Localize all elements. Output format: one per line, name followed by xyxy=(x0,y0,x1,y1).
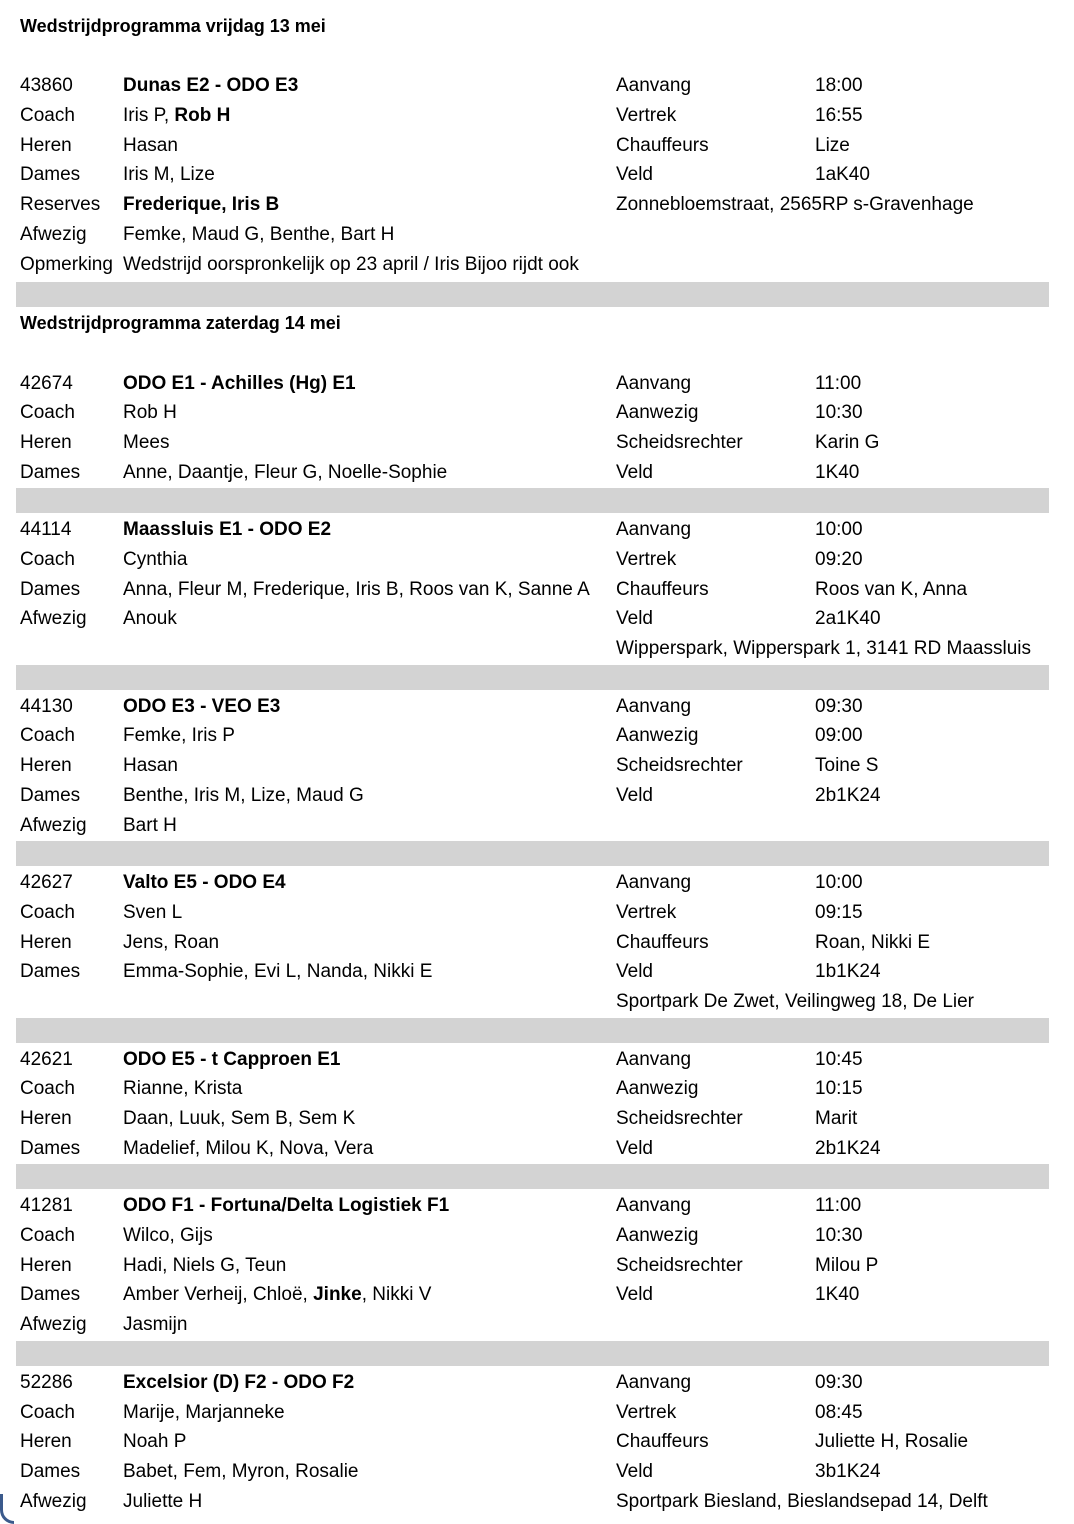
info-value: 16:55 xyxy=(815,105,863,127)
match-row xyxy=(16,1368,1049,1398)
highlighted-name: Frederique, Iris B xyxy=(123,194,280,216)
info-label: Veld xyxy=(616,1284,653,1306)
match-row xyxy=(16,1045,1049,1075)
field-value xyxy=(119,131,612,161)
info-value: 10:45 xyxy=(815,1048,863,1070)
field-label: Afwezig xyxy=(20,223,87,245)
field-label: Afwezig xyxy=(20,814,87,836)
name-text: Anna, Fleur M, Frederique, Iris B, Roos van K, Sanne A xyxy=(123,578,590,600)
spacer xyxy=(16,339,1049,369)
name-text: Babet, Fem, Myron, Rosalie xyxy=(123,1460,359,1482)
match-title: ODO E3 - VEO E3 xyxy=(123,695,281,717)
field-value xyxy=(119,1427,612,1457)
info-label: Chauffeurs xyxy=(616,134,709,156)
info-label: Scheidsrechter xyxy=(616,431,743,453)
day-separator xyxy=(16,282,1049,307)
info-label: Scheidsrechter xyxy=(616,1108,743,1129)
info-value: 11:00 xyxy=(815,1195,862,1217)
field-label: Dames xyxy=(20,164,81,186)
info-value: Karin G xyxy=(815,431,880,453)
match-row xyxy=(16,1310,1049,1340)
match-block xyxy=(16,1191,1049,1339)
info-value: 1K40 xyxy=(815,1284,860,1306)
name-text: Mees xyxy=(123,431,170,453)
match-schedule xyxy=(16,0,1049,1516)
match-separator xyxy=(16,1164,1049,1189)
field-value xyxy=(119,428,612,458)
empty-cell xyxy=(119,987,612,1017)
match-row xyxy=(16,987,1049,1017)
match-title: Valto E5 - ODO E4 xyxy=(123,872,286,894)
field-value xyxy=(119,545,612,575)
match-row xyxy=(16,721,1049,751)
field-value xyxy=(119,250,612,280)
info-label: Scheidsrechter xyxy=(616,1254,743,1276)
day-title: Wedstrijdprogramma vrijdag 13 mei xyxy=(20,16,326,36)
name-text: Hasan xyxy=(123,134,178,156)
info-label: Vertrek xyxy=(616,105,677,127)
info-value: 1K40 xyxy=(815,461,860,483)
field-value xyxy=(119,458,612,488)
field-value xyxy=(119,604,612,634)
info-value: 11:00 xyxy=(815,372,862,394)
match-id: 43860 xyxy=(20,75,73,97)
match-row xyxy=(16,928,1049,958)
field-label: Heren xyxy=(20,1108,72,1129)
name-text: Cynthia xyxy=(123,549,188,570)
field-value xyxy=(119,220,612,250)
field-value xyxy=(119,1457,612,1487)
name-text: Rob H xyxy=(123,402,177,424)
field-value xyxy=(119,1221,612,1251)
field-value xyxy=(119,160,612,190)
field-label: Dames xyxy=(20,961,81,983)
match-row xyxy=(16,1251,1049,1281)
info-label: Aanvang xyxy=(616,872,692,894)
match-title: ODO E5 - t Capproen E1 xyxy=(123,1048,341,1070)
field-label: Heren xyxy=(20,431,72,453)
match-title: Dunas E2 - ODO E3 xyxy=(123,75,299,97)
name-text: Iris M, Lize xyxy=(123,164,215,186)
match-row xyxy=(16,1398,1049,1428)
field-value xyxy=(119,898,612,928)
info-value: Lize xyxy=(815,134,850,156)
info-label: Aanwezig xyxy=(616,1225,699,1247)
info-value: 10:30 xyxy=(815,402,863,424)
info-label: Chauffeurs xyxy=(616,931,709,953)
name-text: Daan, Luuk, Sem B, Sem K xyxy=(123,1108,356,1129)
match-row xyxy=(16,811,1049,841)
match-title: ODO F1 - Fortuna/Delta Logistiek F1 xyxy=(123,1195,450,1217)
match-row xyxy=(16,1104,1049,1134)
field-label: Dames xyxy=(20,784,81,806)
info-value: 09:00 xyxy=(815,725,863,747)
field-value xyxy=(119,721,612,751)
match-row xyxy=(16,545,1049,575)
info-value: 10:00 xyxy=(815,519,863,541)
match-id: 44130 xyxy=(20,695,73,717)
info-label: Chauffeurs xyxy=(616,578,709,600)
info-label: Aanvang xyxy=(616,75,692,97)
match-id: 52286 xyxy=(20,1371,73,1393)
match-separator xyxy=(16,841,1049,866)
field-value xyxy=(119,1104,612,1134)
info-value: Roos van K, Anna xyxy=(815,578,968,600)
info-label: Aanwezig xyxy=(616,402,699,424)
match-block xyxy=(16,515,1049,663)
info-value: 08:45 xyxy=(815,1401,863,1423)
field-label: Dames xyxy=(20,1137,81,1159)
match-id: 44114 xyxy=(20,519,72,541)
field-label: Coach xyxy=(20,105,75,127)
venue-address: Zonnebloemstraat, 2565RP s-Gravenhage xyxy=(616,194,974,216)
match-id: 42627 xyxy=(20,872,73,894)
field-label: Reserves xyxy=(20,194,101,216)
match-block xyxy=(16,1368,1049,1516)
name-text: Marije, Marjanneke xyxy=(123,1401,285,1423)
match-block xyxy=(16,369,1049,488)
field-label: Opmerking xyxy=(20,253,113,275)
match-block xyxy=(16,692,1049,840)
match-row xyxy=(16,1221,1049,1251)
field-label: Afwezig xyxy=(20,1314,87,1336)
match-row xyxy=(16,1191,1049,1221)
field-value xyxy=(119,751,612,781)
name-text: , Nikki V xyxy=(361,1284,432,1306)
name-text: Femke, Maud G, Benthe, Bart H xyxy=(123,223,395,245)
field-label: Heren xyxy=(20,931,72,953)
match-row xyxy=(16,1134,1049,1164)
match-row xyxy=(16,71,1049,101)
info-value: 09:15 xyxy=(815,901,863,923)
field-label: Afwezig xyxy=(20,608,87,630)
name-text: Hadi, Niels G, Teun xyxy=(123,1254,287,1276)
info-value: 2b1K24 xyxy=(815,784,881,806)
venue-address: Wipperspark, Wipperspark 1, 3141 RD Maassluis xyxy=(616,638,1031,660)
name-text: Sven L xyxy=(123,901,183,923)
name-text: Noah P xyxy=(123,1431,187,1453)
match-row xyxy=(16,101,1049,131)
field-label: Dames xyxy=(20,1460,81,1482)
field-label: Coach xyxy=(20,1401,75,1423)
info-label: Aanvang xyxy=(616,1371,692,1393)
field-label: Coach xyxy=(20,725,75,747)
info-label: Aanvang xyxy=(616,519,692,541)
match-row xyxy=(16,220,1049,250)
info-label: Aanwezig xyxy=(616,1078,699,1100)
field-value xyxy=(119,398,612,428)
name-text: Hasan xyxy=(123,755,178,777)
match-row xyxy=(16,781,1049,811)
name-text: Wedstrijd oorspronkelijk op 23 april / Iris Bijoo rijdt ook xyxy=(123,253,579,275)
match-row xyxy=(16,692,1049,722)
info-value: Toine S xyxy=(815,755,879,777)
name-text: Jasmijn xyxy=(123,1314,188,1336)
field-label: Dames xyxy=(20,578,81,600)
match-id: 41281 xyxy=(20,1195,73,1217)
match-title: ODO E1 - Achilles (Hg) E1 xyxy=(123,372,356,394)
info-value: 10:30 xyxy=(815,1225,863,1247)
name-text: Jens, Roan xyxy=(123,931,220,953)
name-text: Benthe, Iris M, Lize, Maud G xyxy=(123,784,364,806)
info-value: 2a1K40 xyxy=(815,608,881,630)
match-row xyxy=(16,131,1049,161)
field-value xyxy=(119,957,612,987)
info-value: Juliette H, Rosalie xyxy=(815,1431,969,1453)
match-row xyxy=(16,898,1049,928)
empty-cell xyxy=(119,634,612,664)
info-value: 2b1K24 xyxy=(815,1137,881,1159)
field-label: Heren xyxy=(20,755,72,777)
info-label: Veld xyxy=(616,608,653,630)
field-value xyxy=(119,1398,612,1428)
field-value xyxy=(119,781,612,811)
info-value: 10:15 xyxy=(815,1078,863,1100)
match-separator xyxy=(16,665,1049,690)
info-value: Marit xyxy=(815,1108,858,1129)
match-row xyxy=(16,1487,1049,1517)
match-block xyxy=(16,868,1049,1016)
match-row xyxy=(16,634,1049,664)
name-text: Femke, Iris P xyxy=(123,725,235,747)
match-id: 42621 xyxy=(20,1048,73,1070)
field-label: Dames xyxy=(20,461,81,483)
info-value: Roan, Nikki E xyxy=(815,931,931,953)
info-value: 1b1K24 xyxy=(815,961,881,983)
field-label: Afwezig xyxy=(20,1490,87,1512)
field-value xyxy=(119,1134,612,1164)
field-label: Dames xyxy=(20,1284,81,1306)
info-label: Chauffeurs xyxy=(616,1431,709,1453)
highlighted-name: Rob H xyxy=(174,105,231,127)
window-corner-decoration xyxy=(0,1494,14,1524)
field-label: Heren xyxy=(20,134,72,156)
info-value: 09:30 xyxy=(815,1371,863,1393)
match-title: Excelsior (D) F2 - ODO F2 xyxy=(123,1371,355,1393)
field-label: Heren xyxy=(20,1254,72,1276)
field-value xyxy=(119,1074,612,1104)
info-value: Milou P xyxy=(815,1254,879,1276)
venue-address: Sportpark Biesland, Bieslandsepad 14, Delft xyxy=(616,1490,988,1512)
info-value: 09:30 xyxy=(815,695,863,717)
field-label: Coach xyxy=(20,1078,75,1100)
match-id: 42674 xyxy=(20,372,73,394)
empty-cell xyxy=(16,987,119,1017)
field-value xyxy=(119,1310,612,1340)
field-label: Coach xyxy=(20,901,75,923)
match-title: Maassluis E1 - ODO E2 xyxy=(123,519,332,541)
info-label: Aanvang xyxy=(616,372,692,394)
name-text: Iris P, xyxy=(123,105,175,127)
venue-address: Sportpark De Zwet, Veilingweg 18, De Lier xyxy=(616,990,975,1012)
match-row xyxy=(16,575,1049,605)
match-row xyxy=(16,369,1049,399)
match-separator xyxy=(16,488,1049,513)
match-row xyxy=(16,428,1049,458)
info-label: Veld xyxy=(616,164,653,186)
field-label: Coach xyxy=(20,549,75,570)
field-value xyxy=(119,575,612,605)
field-value xyxy=(119,101,612,131)
name-text: Emma-Sophie, Evi L, Nanda, Nikki E xyxy=(123,961,433,983)
match-row xyxy=(16,604,1049,634)
info-label: Scheidsrechter xyxy=(616,755,743,777)
match-block xyxy=(16,71,1049,279)
field-value xyxy=(119,190,612,220)
info-label: Aanwezig xyxy=(616,725,699,747)
name-text: Wilco, Gijs xyxy=(123,1225,213,1247)
info-label: Veld xyxy=(616,1460,653,1482)
highlighted-name: Jinke xyxy=(313,1284,362,1306)
match-block xyxy=(16,1045,1049,1164)
field-value xyxy=(119,1487,612,1517)
info-label: Veld xyxy=(616,961,653,983)
info-label: Aanvang xyxy=(616,1195,692,1217)
info-value: 1aK40 xyxy=(815,164,870,186)
match-row xyxy=(16,1074,1049,1104)
match-row xyxy=(16,250,1049,280)
match-row xyxy=(16,1427,1049,1457)
match-row xyxy=(16,458,1049,488)
name-text: Anouk xyxy=(123,608,177,630)
field-value xyxy=(119,1280,612,1310)
field-value xyxy=(119,928,612,958)
name-text: Bart H xyxy=(123,814,177,836)
info-label: Aanvang xyxy=(616,1048,692,1070)
field-label: Coach xyxy=(20,402,75,424)
match-row xyxy=(16,868,1049,898)
name-text: Anne, Daantje, Fleur G, Noelle-Sophie xyxy=(123,461,448,483)
info-label: Vertrek xyxy=(616,1401,677,1423)
match-separator xyxy=(16,1018,1049,1043)
match-separator xyxy=(16,1341,1049,1366)
name-text: Amber Verheij, Chloë, xyxy=(123,1284,314,1306)
info-label: Vertrek xyxy=(616,901,677,923)
spacer xyxy=(16,42,1049,72)
info-label: Veld xyxy=(616,784,653,806)
field-value xyxy=(119,1251,612,1281)
name-text: Juliette H xyxy=(123,1490,203,1512)
name-text: Rianne, Krista xyxy=(123,1078,243,1100)
day-title: Wedstrijdprogramma zaterdag 14 mei xyxy=(20,313,341,334)
empty-cell xyxy=(16,634,119,664)
match-row xyxy=(16,160,1049,190)
match-row xyxy=(16,190,1049,220)
match-row xyxy=(16,398,1049,428)
field-label: Coach xyxy=(20,1225,75,1247)
field-value xyxy=(119,811,612,841)
match-row xyxy=(16,1280,1049,1310)
info-label: Vertrek xyxy=(616,549,677,570)
info-value: 09:20 xyxy=(815,549,863,570)
info-value: 3b1K24 xyxy=(815,1460,881,1482)
match-row xyxy=(16,515,1049,545)
info-label: Veld xyxy=(616,1137,653,1159)
field-label: Heren xyxy=(20,1431,72,1453)
match-row xyxy=(16,751,1049,781)
info-label: Veld xyxy=(616,461,653,483)
info-value: 18:00 xyxy=(815,75,863,97)
match-row xyxy=(16,957,1049,987)
match-row xyxy=(16,1457,1049,1487)
info-label: Aanvang xyxy=(616,695,692,717)
name-text: Madelief, Milou K, Nova, Vera xyxy=(123,1137,374,1159)
info-value: 10:00 xyxy=(815,872,863,894)
